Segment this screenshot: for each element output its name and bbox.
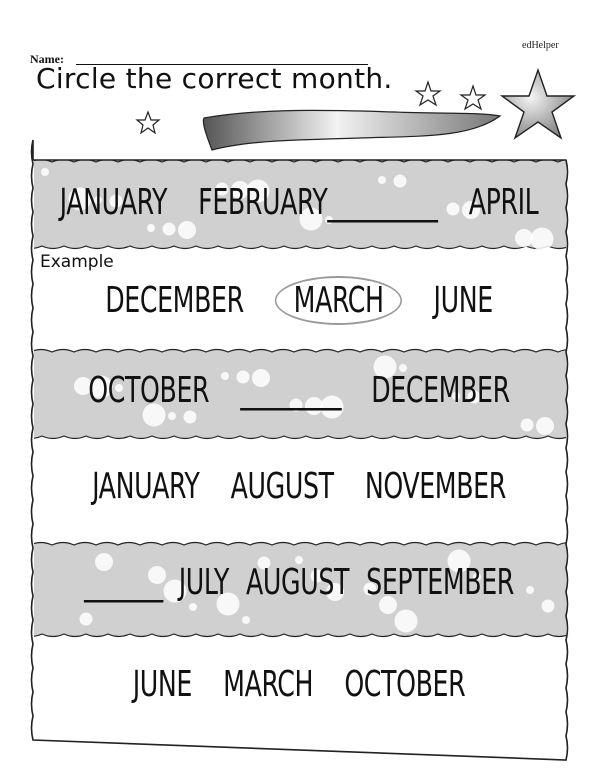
bubble-dot (521, 419, 534, 432)
page-title: Circle the correct month. (36, 62, 393, 95)
bubble-dot (189, 603, 197, 611)
bubble-dot (242, 616, 250, 624)
worksheet-row (92, 664, 505, 705)
worksheet-row (92, 276, 505, 325)
month-choice[interactable]: JUNE (132, 664, 192, 705)
name-label: Name: (30, 52, 64, 66)
month-choice[interactable]: OCTOBER (88, 370, 210, 411)
month-choice[interactable]: DECEMBER (105, 280, 244, 321)
bubble-dot (395, 610, 418, 633)
bubble-dot (184, 411, 197, 424)
bubble-dot (515, 229, 533, 247)
month-choice[interactable]: FEBRUARY_________ (198, 182, 438, 223)
month-choice[interactable]: APRIL (468, 182, 539, 223)
month-choice[interactable]: JANUARY (92, 466, 200, 507)
month-choice[interactable]: JUNE (433, 280, 493, 321)
month-choice[interactable]: OCTOBER (344, 664, 466, 705)
worksheet-row (84, 562, 514, 603)
month-choice[interactable]: JANUARY (59, 182, 167, 223)
answer-blank[interactable]: _______ (84, 562, 162, 603)
bubble-dot (531, 228, 554, 251)
bubble-dot (168, 412, 176, 420)
worksheet-row (59, 182, 539, 223)
bubble-dot (163, 223, 176, 236)
example-label: Example (40, 252, 114, 272)
month-choice[interactable]: NOVEMBER (364, 466, 506, 507)
worksheet-row (88, 370, 510, 411)
month-choice[interactable]: AUGUST (230, 466, 334, 507)
bubble-dot (526, 586, 534, 594)
brand-label: edHelper (522, 40, 559, 51)
month-choice[interactable]: JULY (178, 562, 229, 603)
worksheet-row (92, 466, 505, 507)
month-choice[interactable]: MARCH (223, 664, 314, 705)
bubble-dot (178, 221, 196, 239)
month-choice[interactable]: MARCH (275, 276, 402, 325)
answer-blank[interactable]: _________ (240, 370, 341, 411)
bubble-dot (536, 417, 554, 435)
bubble-dot (147, 224, 155, 232)
bubble-dot (542, 600, 555, 613)
month-choice[interactable]: SEPTEMBER (366, 562, 514, 603)
month-choice[interactable]: AUGUST (246, 562, 350, 603)
bubble-dot (41, 168, 49, 176)
bubble-dot (80, 613, 93, 626)
month-choice[interactable]: DECEMBER (371, 370, 510, 411)
